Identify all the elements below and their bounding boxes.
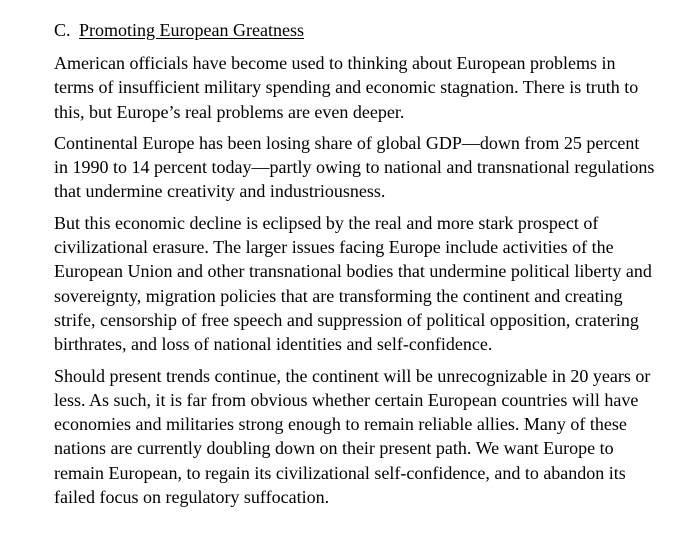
- paragraph-2: Continental Europe has been losing share of global GDP—down from 25 percent in 1990 to 14 percent today—partly owing to national and transnational regulations that undermine creativity and industriousness.: [54, 132, 655, 202]
- section-heading: [54, 18, 671, 42]
- paragraph-4: Should present trends continue, the continent will be unrecognizable in 20 years or less. As such, it is far from obvious whether certain European countries will have economies and militaries strong enough to remain reliable allies. Many of these nations are currently doubling down on their present path. We want Europe to remain European, to regain its civilizational self-confidence, and to abandon its failed focus on regulatory suffocation.: [54, 365, 651, 508]
- section-title: Promoting European Greatness: [79, 20, 304, 40]
- paragraph-3: But this economic decline is eclipsed by the real and more stark prospect of civilizational erasure. The larger issues facing Europe include activities of the European Union and other transnational bodies that undermine political liberty and sovereignty, migration policies that are transforming the continent and creating strife, censorship of free speech and suppression of political opposition, cratering birthrates, and loss of national identities and self-confidence.: [54, 212, 652, 355]
- paragraph-1: American officials have become used to thinking about European problems in terms of insufficient military spending and economic stagnation. There is truth to this, but Europe’s real problems are even deeper.: [54, 53, 639, 122]
- section-letter: C.: [54, 20, 71, 40]
